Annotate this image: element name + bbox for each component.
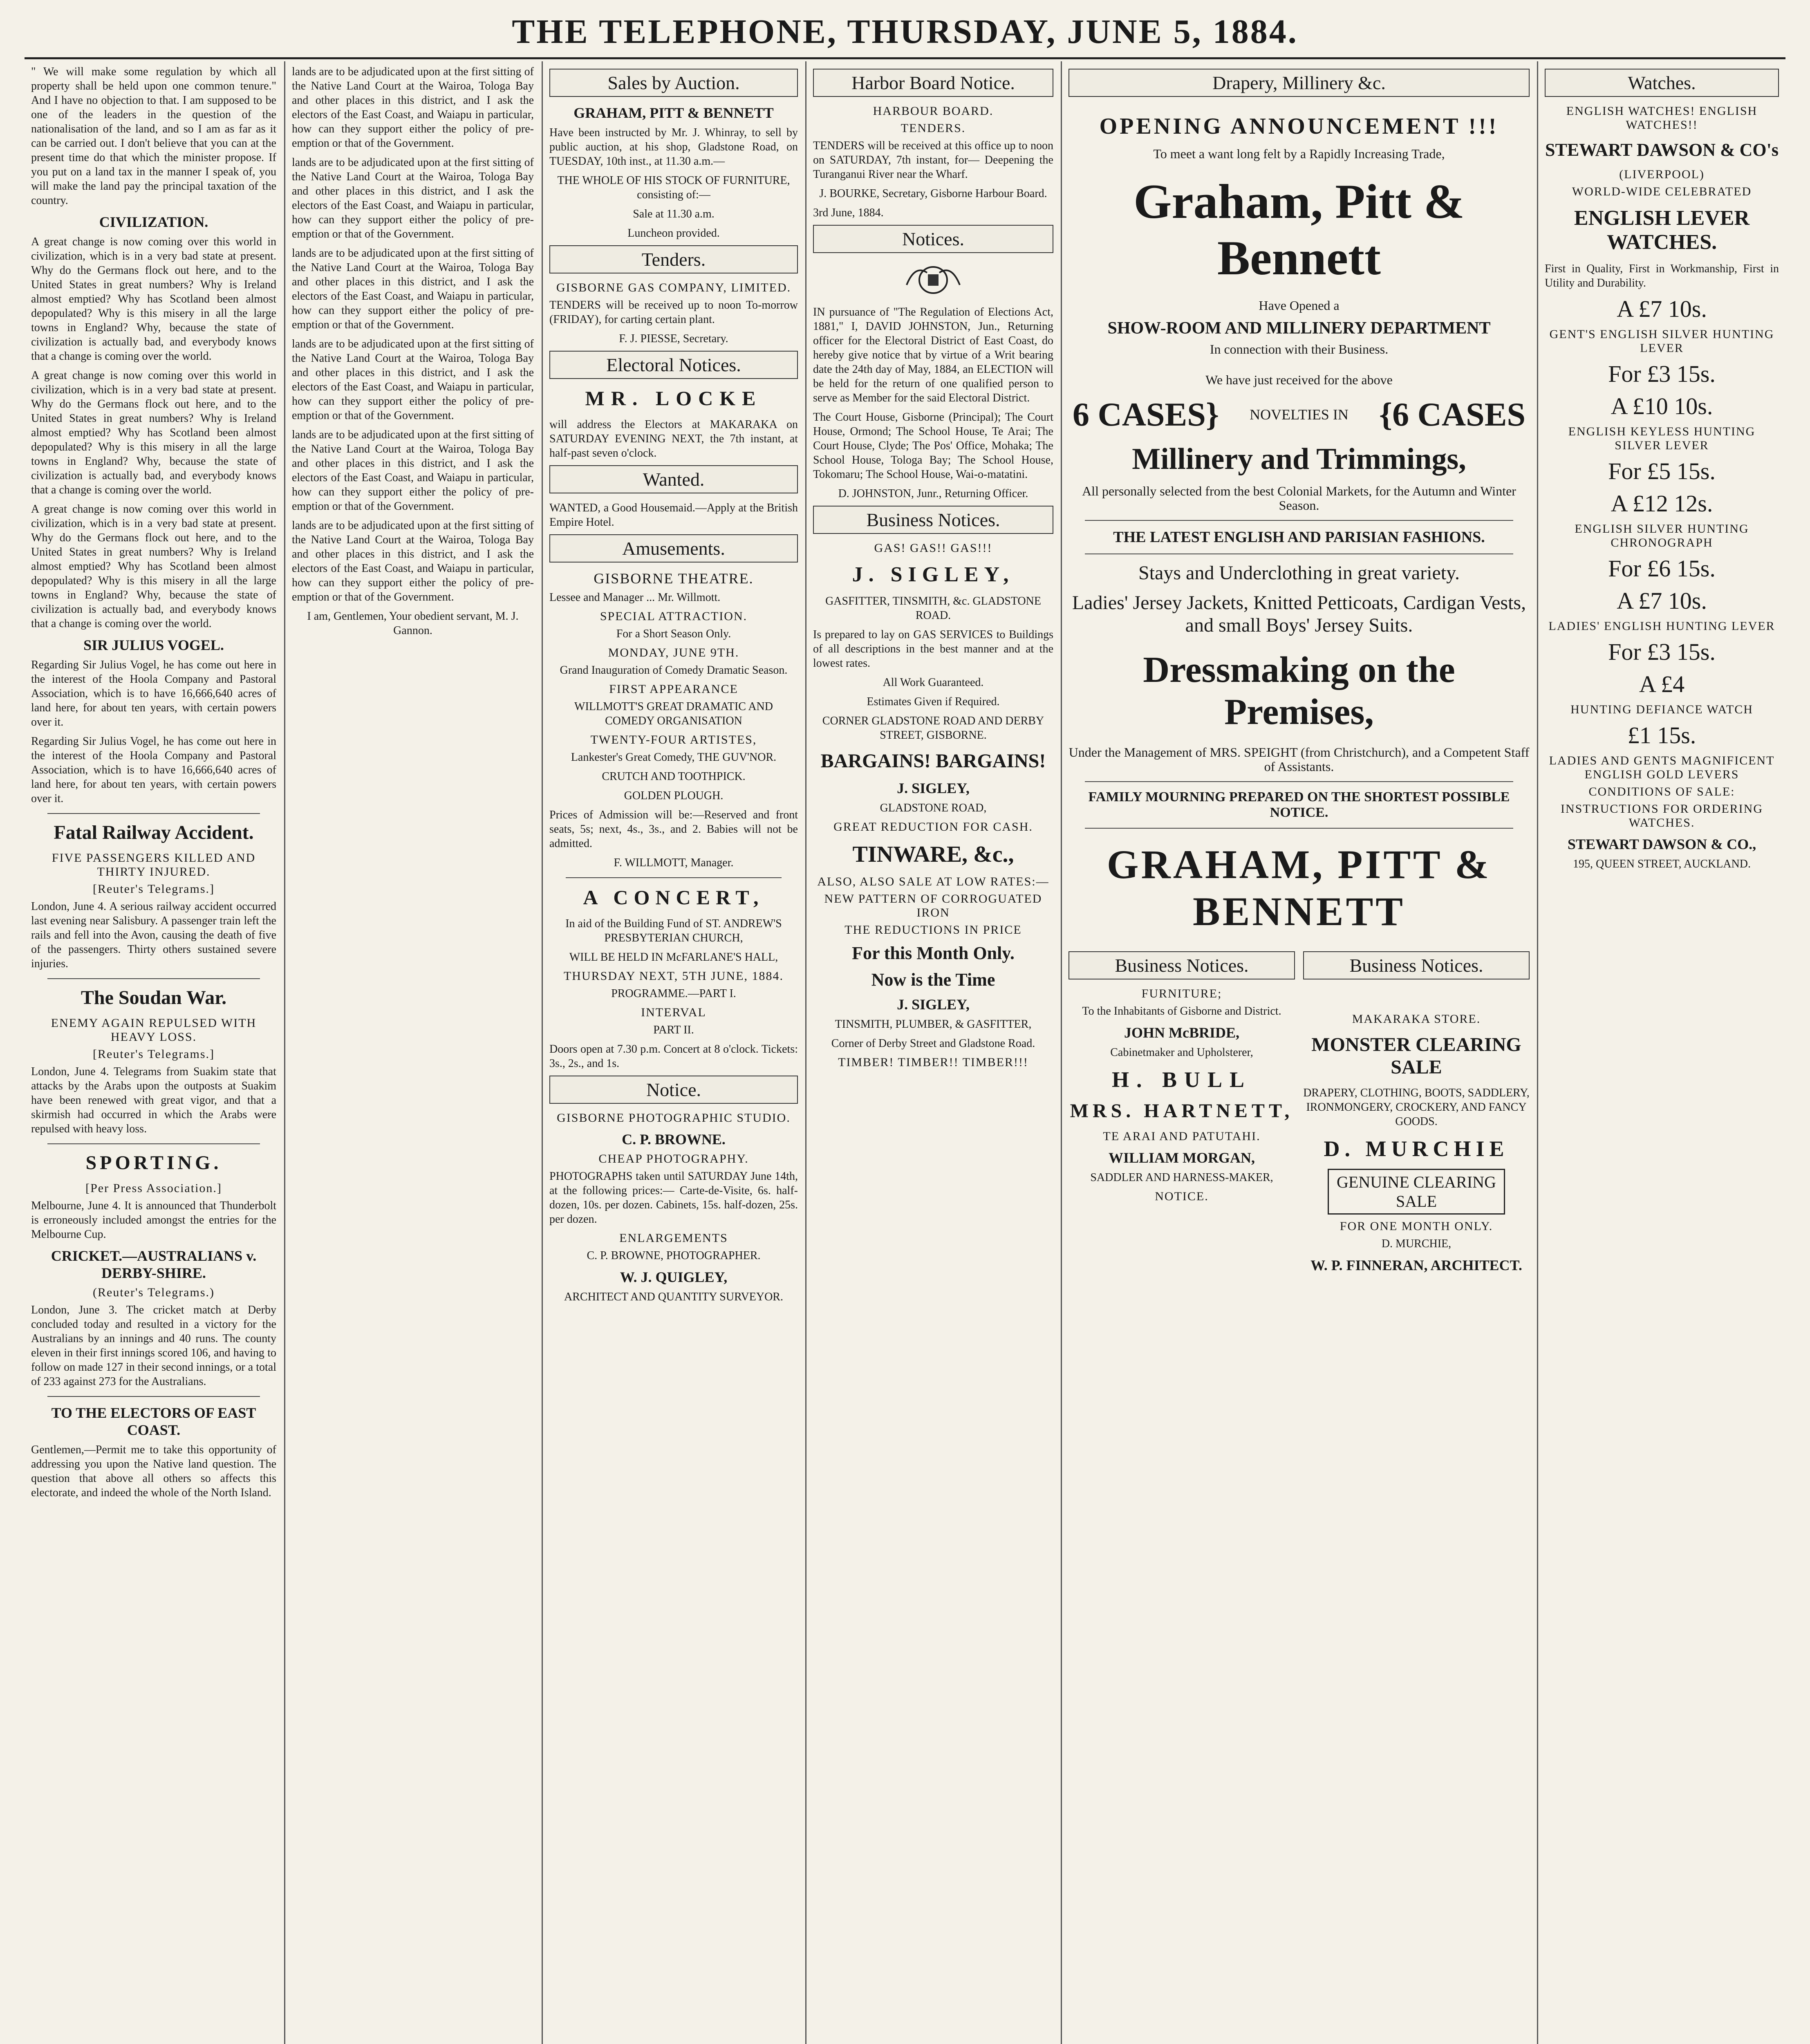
sd-co: STEWART DAWSON & CO., bbox=[1567, 836, 1756, 852]
article-paragraph: A great change is now coming over this world in civilization, which is in a very bad state at present. Why do the Germans flock out here, and to the United States in great numbers? Why is Ireland almost emptied? Why has Scotland been almost depopulated? Why is this misery in all the large towns in England? Why, because the state of civilization is actually bad, and everybody knows that a change is coming over the world. bbox=[31, 503, 276, 630]
speight: Under the Management of MRS. SPEIGHT (from Christchurch), and a Competent Staff of Assistants. bbox=[1069, 745, 1530, 774]
column-5 bbox=[1062, 61, 1536, 2044]
divider bbox=[47, 1143, 260, 1144]
desc-1: GENT'S ENGLISH SILVER HUNTING LEVER bbox=[1549, 327, 1774, 355]
photo-body: PHOTOGRAPHS taken until SATURDAY June 14th, at the following prices:— Carte-de-Visite, 6s. half-dozen, 10s. per dozen. Cabinets, 15s. half-dozen, 25s. per dozen. bbox=[549, 1170, 798, 1226]
connection: In connection with their Business. bbox=[1210, 342, 1389, 356]
harbour-body: TENDERS will be received at this office up to noon on SATURDAY, 7th instant, for— Deepening the Turanganui River near the Wharf. bbox=[813, 139, 1053, 181]
price-2: A £10 10s. bbox=[1611, 393, 1713, 419]
murchie-name: D. MURCHIE bbox=[1324, 1136, 1509, 1161]
organisation: WILLMOTT'S GREAT DRAMATIC AND COMEDY ORGANISATION bbox=[574, 700, 773, 727]
conditions: CONDITIONS OF SALE: bbox=[1588, 785, 1735, 798]
programme-part1: PROGRAMME.—PART I. bbox=[611, 987, 736, 1000]
theatre-manager: Lessee and Manager ... Mr. Willmott. bbox=[549, 591, 721, 604]
for-1: For £3 15s. bbox=[1608, 361, 1716, 387]
programme-interval: INTERVAL bbox=[641, 1006, 706, 1019]
sales-header: Sales by Auction. bbox=[549, 69, 798, 97]
article-paragraph: A great change is now coming over this world in civilization, which is in a very bad state at present. Why do the Germans flock out here, and to the United States in great numbers? Why is Ireland almost emptied? Why has Scotland been almost depopulated? Why is this misery in all the large towns in England? Why, because the state of civilization is actually bad, and everybody knows that a change is coming over the world. bbox=[31, 235, 276, 363]
low-rates: ALSO, ALSO SALE AT LOW RATES:— bbox=[817, 875, 1049, 888]
play-guvnor: Lankester's Great Comedy, THE GUV'NOR. bbox=[571, 751, 777, 764]
for-4: For £3 15s. bbox=[1608, 639, 1716, 665]
desc-5: HUNTING DEFIANCE WATCH bbox=[1570, 703, 1753, 716]
article-paragraph: lands are to be adjudicated upon at the first sitting of the Native Land Court at the Wairoa, Tologa Bay and other places in this district, and I ask the electors of the East Coast, and Waiapu in particular, how can they support either the policy of pre-emption or that of the Government. bbox=[292, 247, 534, 331]
murchie-signature: D. MURCHIE, bbox=[1381, 1237, 1452, 1250]
just-received: We have just received for the above bbox=[1205, 372, 1393, 387]
bull-name: H. BULL bbox=[1111, 1067, 1252, 1092]
sales-item: THE WHOLE OF HIS STOCK OF FURNITURE, consisting of:— bbox=[557, 174, 790, 201]
opening-announcement: OPENING ANNOUNCEMENT !!! bbox=[1099, 114, 1499, 139]
royal-arms-icon bbox=[813, 260, 1053, 301]
sales-intro: Have been instructed by Mr. J. Whinray, to sell by public auction, at his shop, Gladstone Road, on TUESDAY, 10th inst., at 11.30 a.m.— bbox=[549, 126, 798, 168]
sales-time: Sale at 11.30 a.m. bbox=[633, 208, 715, 220]
electoral-header: Electoral Notices. bbox=[549, 351, 798, 379]
auctioneer-name: GRAHAM, PITT & BENNETT bbox=[573, 105, 774, 121]
article-paragraph: Regarding Sir Julius Vogel, he has come out here in the interest of the Hoola Company and Pastoral Association, which is to have 16,666,640 acres of land here, for about ten years, with certain powers over it. bbox=[31, 735, 276, 805]
notices-header: Notices. bbox=[813, 225, 1053, 253]
business-header: Business Notices. bbox=[813, 506, 1053, 534]
price-5: A £4 bbox=[1639, 671, 1685, 697]
concert-aid: In aid of the Building Fund of ST. ANDREW'S PRESBYTERIAN CHURCH, bbox=[565, 917, 782, 944]
business-right-header: Business Notices. bbox=[1303, 951, 1530, 979]
world-wide: WORLD-WIDE CELEBRATED bbox=[1572, 185, 1752, 198]
concert-hall: WILL BE HELD IN McFARLANE'S HALL, bbox=[569, 951, 778, 964]
family-mourning: FAMILY MOURNING PREPARED ON THE SHORTEST POSSIBLE NOTICE. bbox=[1088, 789, 1510, 820]
browne-signature: C. P. BROWNE, PHOTOGRAPHER. bbox=[587, 1249, 761, 1262]
locke-name: MR. LOCKE bbox=[585, 387, 762, 410]
article-paragraph: lands are to be adjudicated upon at the first sitting of the Native Land Court at the Wairoa, Tologa Bay and other places in this district, and I ask the electors of the East Coast, and Waiapu in particular, how can they support either the policy of pre-emption or that of the Government. bbox=[292, 519, 534, 603]
electors-title: TO THE ELECTORS OF EAST COAST. bbox=[51, 1405, 256, 1438]
divider bbox=[1085, 781, 1513, 782]
mcbride-role: Cabinetmaker and Upholsterer, bbox=[1110, 1046, 1253, 1059]
one-month: FOR ONE MONTH ONLY. bbox=[1340, 1219, 1493, 1233]
election-body: IN pursuance of "The Regulation of Elections Act, 1881," I, DAVID JOHNSTON, Jun., Returning officer for the Electoral District of East Coast, do hereby give notice that by virtue of a Writ bearing date the 24th day of May, 1884, an ELECTION will be held for the return of one qualified person to serve as Member for the said Electoral District. bbox=[813, 306, 1053, 404]
harbor-header: Harbor Board Notice. bbox=[813, 69, 1053, 97]
estimates: Estimates Given if Required. bbox=[867, 695, 1000, 708]
reductions-price: THE REDUCTIONS IN PRICE bbox=[845, 923, 1022, 937]
harbour-tenders: TENDERS. bbox=[901, 121, 966, 135]
english-lever: ENGLISH LEVER WATCHES. bbox=[1574, 206, 1750, 254]
business-right bbox=[1303, 947, 1530, 1278]
play-crutch: CRUTCH AND TOOTHPICK. bbox=[602, 770, 746, 783]
harbour-date: 3rd June, 1884. bbox=[813, 206, 884, 219]
for-5: £1 15s. bbox=[1627, 722, 1696, 749]
notice-heading: NOTICE. bbox=[1155, 1190, 1209, 1203]
monster-sale: MONSTER CLEARING SALE bbox=[1311, 1034, 1521, 1078]
divider bbox=[1085, 828, 1513, 829]
finneran: W. P. FINNERAN, ARCHITECT. bbox=[1310, 1257, 1522, 1273]
soudan-title: The Soudan War. bbox=[81, 987, 227, 1009]
first-appearance: FIRST APPEARANCE bbox=[609, 682, 738, 696]
for-3: For £6 15s. bbox=[1608, 555, 1716, 582]
column-3 bbox=[543, 61, 804, 2044]
polling-places: The Court House, Gisborne (Principal); The Court House, Ormond; The School House, Te Arai; The Court House, Clyde; The Pos' Office, Mohaka; The School House, Tologa Bay; The School House, Tokomaru; The School House, Wai-o-matatini. bbox=[813, 411, 1053, 481]
browne-name: C. P. BROWNE. bbox=[622, 1131, 726, 1148]
article-paragraph: " We will make some regulation by which all property shall be held upon one common tenure." And I have no objection to that. I am supposed to be one of the leaders in the question of the nationalisation of the land, and so I am as far as it can be carried out. I don't believe that you can at the present time do that which the minister propose. If you put on a land tax in the manner I speak of, you will make the land pay the principal taxation of the country. bbox=[31, 65, 276, 207]
accident-body: London, June 4. A serious railway accident occurred last evening near Salisbury. A passenger train left the rails and fell into the Avon, causing the death of five of the passengers. Thirty others sustained severe injuries. bbox=[31, 900, 276, 970]
instructions: INSTRUCTIONS FOR ORDERING WATCHES. bbox=[1560, 802, 1763, 829]
sales-lunch: Luncheon provided. bbox=[627, 227, 720, 240]
morgan-role: SADDLER AND HARNESS-MAKER, bbox=[1090, 1171, 1273, 1184]
furniture: FURNITURE; bbox=[1141, 987, 1222, 1000]
desc-3: ENGLISH SILVER HUNTING CHRONOGRAPH bbox=[1575, 522, 1749, 549]
theatre-signature: F. WILLMOTT, Manager. bbox=[614, 856, 734, 869]
great-reduction: GREAT REDUCTION FOR CASH. bbox=[833, 820, 1033, 834]
notice-header: Notice. bbox=[549, 1076, 798, 1104]
hartnett-name: MRS. HARTNETT, bbox=[1070, 1100, 1294, 1122]
article-paragraph: lands are to be adjudicated upon at the first sitting of the Native Land Court at the Wairoa, Tologa Bay and other places in this district, and I ask the electors of the East Coast, and Waiapu in particular, how can they support either the policy of pre-emption or that of the Government. bbox=[292, 65, 534, 150]
now-time: Now is the Time bbox=[871, 970, 995, 990]
wanted-body: WANTED, a Good Housemaid.—Apply at the British Empire Hotel. bbox=[549, 502, 798, 529]
genuine-sale: GENUINE CLEARING SALE bbox=[1328, 1169, 1505, 1215]
photo-studio-title: GISBORNE PHOTOGRAPHIC STUDIO. bbox=[557, 1111, 791, 1125]
price-3: A £12 12s. bbox=[1611, 490, 1713, 517]
desc-2: ENGLISH KEYLESS HUNTING SILVER LEVER bbox=[1568, 425, 1756, 452]
soudan-body: London, June 4. Telegrams from Suakim state that attacks by the Arabs upon the outposts at Suakim have been renewed with great vigor, and that a skirmish had occurred in which the Arabs were repulsed with heavy loss. bbox=[31, 1065, 276, 1135]
sigley-role: GASFITTER, TINSMITH, &c. GLADSTONE ROAD. bbox=[825, 595, 1041, 622]
programme-part2: PART II. bbox=[653, 1024, 694, 1036]
jerseys: Ladies' Jersey Jackets, Knitted Petticoats, Cardigan Vests, and small Boys' Jersey Suits. bbox=[1072, 592, 1526, 636]
bargains-banner: BARGAINS! BARGAINS! bbox=[820, 750, 1046, 772]
gas-banner: GAS! GAS!! GAS!!! bbox=[874, 541, 992, 555]
makaraka-store: MAKARAKA STORE. bbox=[1352, 1012, 1481, 1026]
stewart-dawson: STEWART DAWSON & CO's bbox=[1545, 140, 1779, 160]
cricket-title: CRICKET.—AUSTRALIANS v. DERBY-SHIRE. bbox=[51, 1248, 257, 1281]
column-6 bbox=[1538, 61, 1785, 2044]
cheap-photography: CHEAP PHOTOGRAPHY. bbox=[598, 1152, 749, 1165]
business-split bbox=[1069, 947, 1530, 1278]
price-1: A £7 10s. bbox=[1617, 296, 1707, 322]
ladies-gents: LADIES AND GENTS MAGNIFICENT ENGLISH GOLD LEVERS bbox=[1549, 754, 1775, 781]
gas-company-title: GISBORNE GAS COMPANY, LIMITED. bbox=[556, 281, 791, 294]
election-signature: D. JOHNSTON, Junr., Returning Officer. bbox=[838, 487, 1028, 500]
this-month: For this Month Only. bbox=[852, 943, 1015, 963]
cases-left: 6 CASES} bbox=[1073, 396, 1219, 433]
admission-prices: Prices of Admission will be:—Reserved and front seats, 5s; next, 4s., 3s., and 2. Babies will not be admitted. bbox=[549, 809, 798, 850]
drapery-list: DRAPERY, CLOTHING, BOOTS, SADDLERY, IRONMONGERY, CROCKERY, AND FANCY GOODS. bbox=[1303, 1087, 1530, 1128]
mcbride-name: JOHN McBRIDE, bbox=[1124, 1024, 1239, 1041]
divider bbox=[47, 978, 260, 979]
sigley-name-2: J. SIGLEY, bbox=[897, 780, 970, 796]
cases-right: {6 CASES bbox=[1379, 396, 1526, 433]
concert-doors: Doors open at 7.30 p.m. Concert at 8 o'clock. Tickets: 3s., 2s., and 1s. bbox=[549, 1043, 798, 1070]
tinware-banner: TINWARE, &c., bbox=[852, 842, 1014, 867]
divider bbox=[566, 877, 782, 878]
sporting-body: Melbourne, June 4. It is announced that Thunderbolt is erroneously included amongst the entries for the Melbourne Cup. bbox=[31, 1199, 276, 1241]
special-attraction: SPECIAL ATTRACTION. bbox=[600, 610, 748, 623]
have-opened: Have Opened a bbox=[1259, 298, 1340, 313]
sigley-role-3: TINSMITH, PLUMBER, & GASFITTER, bbox=[835, 1018, 1032, 1031]
meet-want: To meet a want long felt by a Rapidly Increasing Trade, bbox=[1153, 146, 1445, 161]
heading-civilization: CIVILIZATION. bbox=[99, 214, 208, 230]
mcbride-to: To the Inhabitants of Gisborne and District. bbox=[1082, 1005, 1281, 1018]
accident-title: Fatal Railway Accident. bbox=[54, 822, 254, 843]
sigley-name: J. SIGLEY, bbox=[852, 563, 1015, 586]
english-watches: ENGLISH WATCHES! ENGLISH WATCHES!! bbox=[1566, 104, 1758, 132]
play-plough: GOLDEN PLOUGH. bbox=[624, 789, 724, 802]
gladstone-road: GLADSTONE ROAD, bbox=[880, 802, 987, 814]
dressmaking: Dressmaking on the Premises, bbox=[1143, 650, 1455, 732]
selected: All personally selected from the best Colonial Markets, for the Autumn and Winter Season. bbox=[1082, 484, 1516, 513]
cases-row bbox=[1073, 395, 1526, 434]
desc-4: LADIES' ENGLISH HUNTING LEVER bbox=[1548, 619, 1775, 633]
masthead bbox=[25, 12, 1785, 59]
sd-address: 195, QUEEN STREET, AUCKLAND. bbox=[1573, 858, 1751, 870]
electors-body: Gentlemen,—Permit me to take this opportunity of addressing you upon the Native land question. The question that above all others so affects this electorate, and indeed the whole of the North Island. bbox=[31, 1443, 276, 1499]
sigley-body: Is prepared to lay on GAS SERVICES to Buildings of all descriptions in the best manner and at the lowest rates. bbox=[813, 628, 1053, 670]
heading-vogel: SIR JULIUS VOGEL. bbox=[83, 637, 224, 653]
theatre-title: GISBORNE THEATRE. bbox=[594, 570, 754, 587]
business-left bbox=[1069, 947, 1295, 1278]
short-season: For a Short Season Only. bbox=[616, 628, 731, 640]
showroom: SHOW-ROOM AND MILLINERY DEPARTMENT bbox=[1107, 319, 1491, 338]
sigley-address: CORNER GLADSTONE ROAD AND DERBY STREET, GISBORNE. bbox=[822, 715, 1044, 742]
amusements-header: Amusements. bbox=[549, 534, 798, 563]
divider bbox=[47, 1396, 260, 1397]
column-2 bbox=[285, 61, 540, 2044]
fashions: THE LATEST ENGLISH AND PARISIAN FASHIONS. bbox=[1113, 529, 1485, 546]
article-paragraph: A great change is now coming over this world in civilization, which is in a very bad state at present. Why do the Germans flock out here, and to the United States in great numbers? Why is Ireland almost emptied? Why has Scotland been almost depopulated? Why is this misery in all the large towns in England? Why, because the state of civilization is actually bad, and everybody knows that a change is coming over the world. bbox=[31, 369, 276, 496]
for-2: For £5 15s. bbox=[1608, 458, 1716, 484]
enlargements: ENLARGEMENTS bbox=[619, 1231, 728, 1245]
price-4: A £7 10s. bbox=[1617, 587, 1707, 614]
gas-body: TENDERS will be received up to noon To-morrow (FRIDAY), for carting certain plant. bbox=[549, 299, 798, 326]
grand-inauguration: Grand Inauguration of Comedy Dramatic Season. bbox=[560, 664, 788, 677]
soudan-subtitle: ENEMY AGAIN REPULSED WITH HEAVY LOSS. bbox=[51, 1016, 257, 1044]
locke-body: will address the Electors at MAKARAKA on SATURDAY EVENING NEXT, the 7th instant, at half-past seven o'clock. bbox=[549, 418, 798, 459]
quigley-role: ARCHITECT AND QUANTITY SURVEYOR. bbox=[564, 1291, 783, 1303]
timber-banner: TIMBER! TIMBER!! TIMBER!!! bbox=[838, 1056, 1028, 1069]
divider bbox=[1085, 520, 1513, 521]
masthead-title: THE TELEPHONE, THURSDAY, JUNE 5, 1884. bbox=[512, 13, 1298, 51]
article-paragraph: lands are to be adjudicated upon at the first sitting of the Native Land Court at the Wairoa, Tologa Bay and other places in this district, and I ask the electors of the East Coast, and Waiapu in particular, how can they support either the policy of pre-emption or that of the Government. bbox=[292, 156, 534, 240]
divider bbox=[47, 813, 260, 814]
article-paragraph: lands are to be adjudicated upon at the first sitting of the Native Land Court at the Wairoa, Tologa Bay and other places in this district, and I ask the electors of the East Coast, and Waiapu in particular, how can they support either the policy of pre-emption or that of the Government. bbox=[292, 428, 534, 513]
novelties: NOVELTIES IN bbox=[1250, 406, 1349, 423]
monday-date: MONDAY, JUNE 9TH. bbox=[608, 646, 739, 659]
derby-corner: Corner of Derby Street and Gladstone Road. bbox=[831, 1037, 1035, 1050]
harbour-board: HARBOUR BOARD. bbox=[873, 104, 994, 118]
article-paragraph: lands are to be adjudicated upon at the first sitting of the Native Land Court at the Wairoa, Tologa Bay and other places in this district, and I ask the electors of the East Coast, and Waiapu in particular, how can they support either the policy of pre-emption or that of the Government. bbox=[292, 338, 534, 422]
millinery: Millinery and Trimmings, bbox=[1132, 442, 1466, 476]
concert-title: A CONCERT, bbox=[583, 886, 764, 909]
work-guaranteed: All Work Guaranteed. bbox=[883, 676, 984, 689]
accident-subtitle: FIVE PASSENGERS KILLED AND THIRTY INJURED. bbox=[52, 851, 256, 879]
column-1 bbox=[25, 61, 283, 2044]
business-left-header: Business Notices. bbox=[1069, 951, 1295, 979]
morgan-name: WILLIAM MORGAN, bbox=[1109, 1150, 1255, 1166]
wanted-header: Wanted. bbox=[549, 465, 798, 493]
quigley-name: W. J. QUIGLEY, bbox=[620, 1269, 728, 1285]
liverpool: (LIVERPOOL) bbox=[1619, 168, 1705, 181]
firm-caps: GRAHAM, PITT & BENNETT bbox=[1107, 842, 1492, 934]
sporting-source: [Per Press Association.] bbox=[85, 1181, 222, 1195]
accident-source: [Reuter's Telegrams.] bbox=[93, 882, 215, 896]
cricket-source: (Reuter's Telegrams.) bbox=[93, 1286, 215, 1299]
tenders-header: Tenders. bbox=[549, 245, 798, 273]
column-4 bbox=[806, 61, 1060, 2044]
quality: First in Quality, First in Workmanship, First in Utility and Durability. bbox=[1545, 262, 1779, 289]
sporting-title: SPORTING. bbox=[85, 1152, 222, 1174]
gas-signature: F. J. PIESSE, Secretary. bbox=[619, 332, 728, 345]
cricket-body: London, June 3. The cricket match at Derby concluded today and resulted in a victory for the Australians by an innings and 40 runs. The county eleven in their first innings scored 106, and having to follow on made 127 in their second innings, or a total of 233 against 273 for the Australians. bbox=[31, 1304, 276, 1388]
article-paragraph: Regarding Sir Julius Vogel, he has come out here in the interest of the Hoola Company and Pastoral Association, which is to have 16,666,640 acres of land here, for about ten years, with certain powers over it. bbox=[31, 659, 276, 728]
artistes: TWENTY-FOUR ARTISTES, bbox=[590, 733, 757, 746]
stays: Stays and Underclothing in great variety. bbox=[1138, 562, 1460, 584]
article-signature: I am, Gentlemen, Your obedient servant, M. J. Gannon. bbox=[307, 610, 519, 637]
soudan-source: [Reuter's Telegrams.] bbox=[93, 1047, 215, 1061]
watches-header: Watches. bbox=[1545, 69, 1779, 97]
te-arai: TE ARAI AND PATUTAHI. bbox=[1103, 1130, 1261, 1143]
firm-name: Graham, Pitt & Bennett bbox=[1133, 174, 1465, 285]
sigley-name-3: J. SIGLEY, bbox=[897, 996, 970, 1013]
harbour-signature: J. BOURKE, Secretary, Gisborne Harbour Board. bbox=[819, 187, 1047, 200]
concert-date: THURSDAY NEXT, 5TH JUNE, 1884. bbox=[563, 969, 784, 983]
corrugated-iron: NEW PATTERN OF CORROGUATED IRON bbox=[824, 892, 1042, 919]
drapery-header: Drapery, Millinery &c. bbox=[1069, 69, 1530, 97]
